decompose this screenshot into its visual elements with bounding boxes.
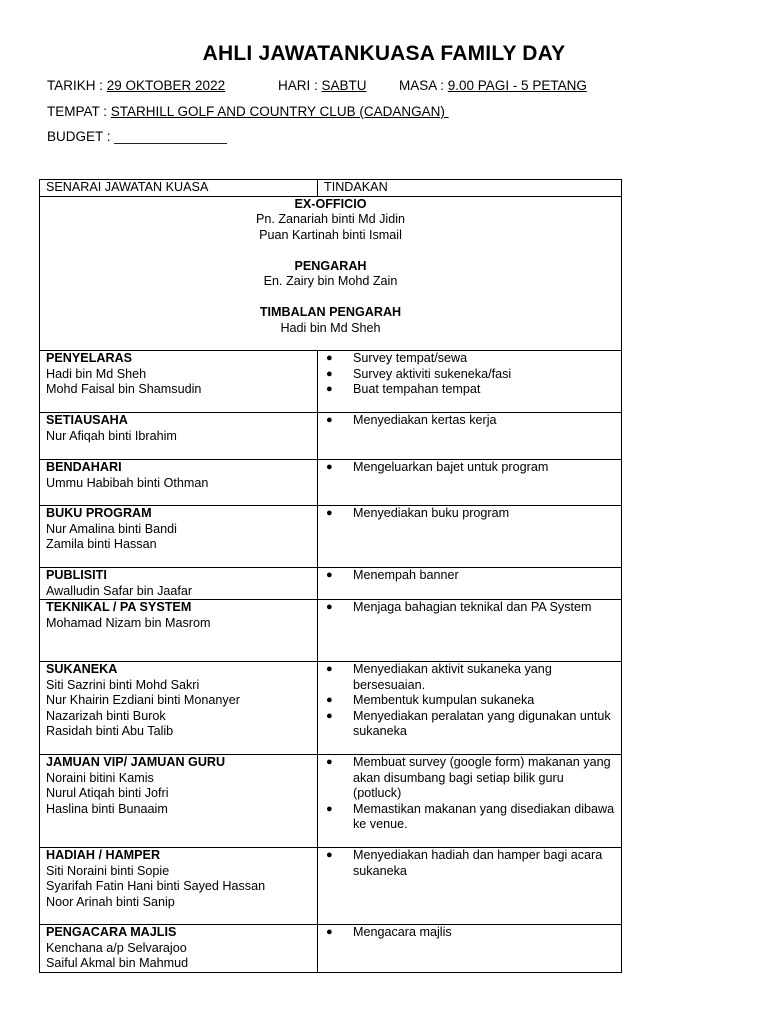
member-name: Nazarizah binti Burok [46, 708, 166, 723]
action-list [326, 848, 615, 879]
action-item: ● Mengacara majlis [326, 925, 615, 941]
table-row [40, 600, 622, 662]
hari-value: SABTU [321, 78, 367, 93]
member-name: Awalludin Safar bin Jaafar [46, 583, 193, 598]
role-title: HADIAH / HAMPER [46, 848, 161, 862]
action-cell [318, 568, 622, 600]
member-name: Siti Sazrini binti Mohd Sakri [46, 677, 200, 692]
action-list [326, 460, 615, 476]
member-name: Noraini bitini Kamis [46, 770, 154, 785]
action-list [326, 506, 615, 522]
action-cell [318, 506, 622, 568]
role-title: BENDAHARI [46, 460, 122, 474]
member-name: Rasidah binti Abu Talib [46, 724, 174, 738]
tarikh-value: 29 OKTOBER 2022 [106, 78, 226, 93]
committee-cell [40, 662, 318, 755]
table-row [40, 351, 622, 413]
action-cell [318, 925, 622, 973]
action-cell [318, 600, 622, 662]
action-list [326, 755, 615, 833]
role-title: BUKU PROGRAM [46, 506, 152, 520]
table-row [40, 413, 622, 460]
committee-cell [40, 568, 318, 600]
action-item: ● Menyediakan peralatan yang digunakan untuk sukaneka [326, 709, 615, 740]
table-row [40, 925, 622, 973]
table-header-row [40, 180, 622, 197]
member-name: Nur Amalina binti Bandi [46, 521, 177, 536]
committee-cell [40, 848, 318, 925]
action-item: ● Menyediakan kertas kerja [326, 413, 615, 429]
member-name: Ummu Habibah binti Othman [46, 475, 209, 490]
masa-label: MASA : [399, 78, 448, 93]
committee-cell [40, 925, 318, 973]
member-name: Noor Arinah binti Sanip [46, 894, 175, 909]
action-item: ● Menyediakan buku program [326, 506, 615, 522]
action-cell [318, 662, 622, 755]
table-row [40, 662, 622, 755]
action-list [326, 925, 615, 941]
action-list [326, 351, 615, 398]
table-row [40, 848, 622, 925]
exofficio-member-1: Pn. Zanariah binti Md Jidin [255, 212, 406, 226]
role-title: SETIAUSAHA [46, 413, 128, 427]
role-title: PENGACARA MAJLIS [46, 925, 177, 939]
budget-label: BUDGET : [47, 129, 115, 144]
member-name: Mohamad Nizam bin Masrom [46, 615, 211, 630]
tarikh-field [47, 78, 225, 93]
action-cell [318, 848, 622, 925]
member-name: Syarifah Fatin Hani binti Sayed Hassan [46, 879, 266, 893]
budget-line [47, 129, 227, 144]
role-title: PENYELARAS [46, 351, 133, 365]
action-cell [318, 755, 622, 848]
committee-cell [40, 506, 318, 568]
table-row [40, 460, 622, 506]
member-name: Saiful Akmal bin Mahmud [46, 956, 189, 970]
committee-cell [40, 755, 318, 848]
action-item: ● Buat tempahan tempat [326, 382, 615, 398]
action-list [326, 413, 615, 429]
hari-label: HARI : [278, 78, 322, 93]
pengarah-title: PENGARAH [294, 258, 367, 273]
document-title: AHLI JAWATANKUASA FAMILY DAY [202, 42, 566, 65]
exofficio-title: EX-OFFICIO [294, 196, 367, 211]
table-row [40, 506, 622, 568]
role-title: JAMUAN VIP/ JAMUAN GURU [46, 755, 226, 769]
action-item: ● Menjaga bahagian teknikal dan PA System [326, 600, 615, 616]
member-name: Mohd Faisal bin Shamsudin [46, 382, 202, 396]
exofficio-member-2: Puan Kartinah binti Ismail [259, 227, 402, 242]
committee-cell [40, 413, 318, 460]
member-name: Haslina binti Bunaaim [46, 801, 168, 816]
tempat-value: STARHILL GOLF AND COUNTRY CLUB (CADANGAN) [110, 104, 449, 119]
action-cell [318, 460, 622, 506]
table-row [40, 568, 622, 600]
action-item: ● Mengeluarkan bajet untuk program [326, 460, 615, 476]
member-name: Kenchana a/p Selvarajoo [46, 940, 187, 955]
action-item: ● Membentuk kumpulan sukaneka [326, 693, 615, 709]
pengarah-member: En. Zairy bin Mohd Zain [263, 274, 398, 288]
committee-cell [40, 460, 318, 506]
venue-line [47, 104, 449, 119]
leadership-row [40, 196, 622, 351]
member-name: Nurul Atiqah binti Jofri [46, 786, 169, 800]
action-item: ● Menyediakan hadiah dan hamper bagi acara sukaneka [326, 848, 615, 879]
action-list [326, 662, 615, 740]
committee-cell [40, 351, 318, 413]
budget-value: _______________ [114, 129, 227, 144]
timbalan-member: Hadi bin Md Sheh [280, 320, 381, 335]
action-list [326, 600, 615, 616]
action-item: ● Survey aktiviti sukeneka/fasi [326, 367, 615, 383]
member-name: Nur Afiqah binti Ibrahim [46, 428, 177, 443]
tempat-label: TEMPAT : [47, 104, 111, 119]
header-action: TINDAKAN [318, 180, 622, 197]
action-item: ● Menempah banner [326, 568, 615, 584]
hari-field [278, 78, 367, 93]
committee-cell [40, 600, 318, 662]
action-cell [318, 351, 622, 413]
table-row [40, 755, 622, 848]
role-title: TEKNIKAL / PA SYSTEM [46, 600, 192, 614]
masa-field [399, 78, 587, 93]
leadership-cell [40, 196, 622, 351]
action-item: ● Memastikan makanan yang disediakan dibawa ke venue. [326, 802, 615, 833]
tarikh-label: TARIKH : [47, 78, 107, 93]
committee-table [39, 179, 622, 973]
role-title: PUBLISITI [46, 568, 107, 582]
member-name: Nur Khairin Ezdiani binti Monanyer [46, 693, 240, 707]
masa-value: 9.00 PAGI - 5 PETANG [447, 78, 587, 93]
member-name: Zamila binti Hassan [46, 537, 157, 551]
action-cell [318, 413, 622, 460]
action-item: ● Menyediakan aktivit sukaneka yang bersesuaian. [326, 662, 615, 693]
role-title: SUKANEKA [46, 662, 118, 676]
action-item: ● Survey tempat/sewa [326, 351, 615, 367]
member-name: Hadi bin Md Sheh [46, 366, 147, 381]
timbalan-title: TIMBALAN PENGARAH [259, 305, 402, 319]
header-committee: SENARAI JAWATAN KUASA [40, 180, 318, 197]
action-item: ● Membuat survey (google form) makanan yang akan disumbang bagi setiap bilik guru (potluck) [326, 755, 615, 802]
member-name: Siti Noraini binti Sopie [46, 863, 170, 878]
action-list [326, 568, 615, 584]
